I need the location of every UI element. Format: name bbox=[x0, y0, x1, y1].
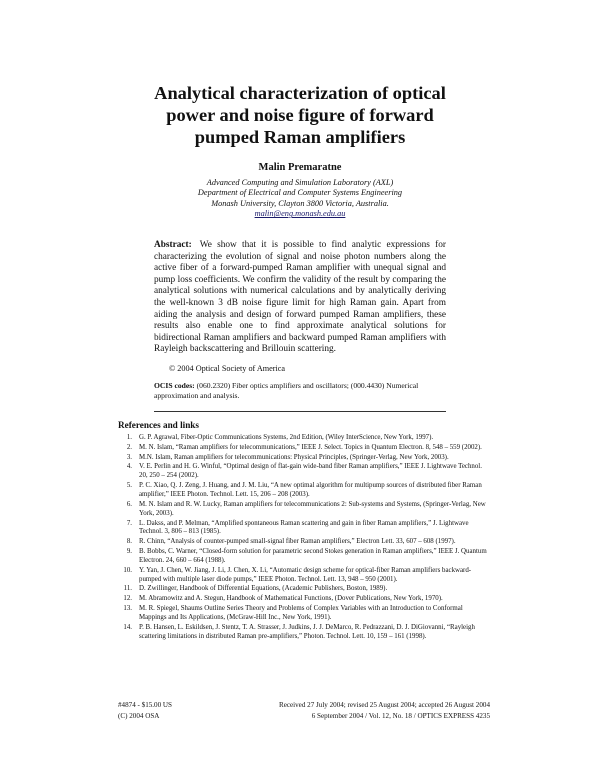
footer-price: #4874 - $15.00 US bbox=[118, 701, 172, 709]
reference-item bbox=[118, 482, 490, 500]
reference-list bbox=[118, 434, 490, 642]
affiliation-line: Department of Electrical and Computer Systems Engineering bbox=[197, 188, 403, 198]
reference-number: 6. bbox=[126, 500, 132, 508]
reference-number: 1. bbox=[126, 434, 132, 441]
reference-item bbox=[118, 454, 490, 463]
abstract-label: Abstract: bbox=[154, 240, 192, 250]
reference-item bbox=[118, 538, 490, 547]
affiliation-line: Advanced Computing and Simulation Laboratory (AXL) bbox=[206, 178, 394, 187]
footer-dates: Received 27 July 2004; revised 25 August 2004; accepted 26 August 2004 bbox=[278, 701, 490, 709]
reference-number: 7. bbox=[126, 519, 132, 527]
ocis-label: OCIS codes: bbox=[154, 381, 195, 390]
reference-number: 9. bbox=[126, 548, 132, 555]
title-line: power and noise figure of forward bbox=[166, 105, 434, 125]
reference-item bbox=[118, 501, 490, 519]
reference-item bbox=[118, 567, 490, 585]
title-line: Analytical characterization of optical bbox=[154, 83, 446, 103]
reference-item bbox=[118, 605, 490, 623]
abstract bbox=[154, 240, 446, 356]
reference-number: 5. bbox=[126, 482, 132, 490]
author-email-link[interactable]: malin@eng.monash.edu.au bbox=[254, 209, 346, 219]
author-name: Malin Premaratne bbox=[258, 162, 342, 173]
reference-number: 4. bbox=[126, 463, 132, 471]
reference-text: D. Zwillinger, Handbook of Differential Equations, (Academic Publishers, Boston, 1989). bbox=[139, 585, 388, 593]
reference-item bbox=[118, 548, 490, 566]
paper-title bbox=[130, 82, 470, 148]
reference-number: 10. bbox=[123, 566, 132, 574]
reference-text: M. Abramowitz and A. Stegun, Handbook of Mathematical Functions, (Dover Publications, New York, 1970). bbox=[139, 595, 443, 603]
title-line: pumped Raman amplifiers bbox=[194, 127, 406, 147]
reference-text: M. N. Islam, “Raman amplifiers for telecommunications,” IEEE J. Select. Topics in Quantum Electron. 8, 548 – 559 (2002). bbox=[139, 443, 482, 451]
reference-number: 2. bbox=[126, 443, 132, 451]
reference-item bbox=[118, 444, 490, 453]
reference-number: 3. bbox=[126, 453, 132, 461]
references-heading: References and links bbox=[118, 420, 199, 430]
reference-text: B. Bobbs, C. Warner, “Closed-form solution for parametric second Stokes generation in Raman amplifiers,” IEEE J. Quantum Electron. 24, 660 – 664 (1988). bbox=[139, 548, 487, 564]
reference-number: 14. bbox=[123, 623, 132, 631]
reference-text: P. B. Hansen, L. Eskildsen, J. Stentz, T. A. Strasser, J. Judkins, J. J. DeMarco, R. Pedrazzani, D. J. DiGiovanni, “Rayleigh scattering limitations in distributed Raman pre-amplifiers,” Photon. Technol. Lett. 10, 159 – 161 (1998). bbox=[139, 623, 475, 640]
reference-number: 8. bbox=[126, 538, 132, 546]
abstract-text: We show that it is possible to find analytic expressions for characterizing the evolution of signal and noise photon numbers along the active fiber of a forward-pumped Raman amplifier with unequal signal and pump loss coefficients. We confirm the validity of the result by comparing the analytical solutions with numerical calculations and by analytically deriving the well-known 3 dB noise figure limit for high Raman gain. Apart from aiding the analysis and design of forward pumped Raman amplifiers, these results also enable one to find approximate analytical solutions for bidirectional Raman amplifiers and backward pumped Raman amplifiers with Rayleigh backscattering and Brillouin scattering. bbox=[154, 240, 446, 355]
copyright-notice: © 2004 Optical Society of America bbox=[169, 364, 286, 373]
reference-text: V. E. Perlin and H. G. Winful, “Optimal design of flat-gain wide-band fiber Raman amplifiers,” IEEE J. Lightwave Technol. 20, 250 – 254 (2002). bbox=[139, 463, 482, 480]
reference-number: 11. bbox=[123, 585, 132, 593]
affiliation bbox=[0, 178, 600, 220]
reference-number: 13. bbox=[123, 605, 132, 612]
footer-copyright: (C) 2004 OSA bbox=[118, 712, 160, 720]
reference-text: M.N. Islam, Raman amplifiers for telecommunications: Physical Principles, (Springer-Verlag, New York, 2003). bbox=[139, 453, 449, 461]
reference-item bbox=[118, 463, 490, 481]
reference-item bbox=[118, 585, 490, 594]
reference-item bbox=[118, 595, 490, 604]
reference-item bbox=[118, 434, 490, 443]
reference-text: G. P. Agrawal, Fiber-Optic Communications Systems, 2nd Edition, (Wiley InterScience, New York, 1997). bbox=[139, 434, 434, 441]
section-divider bbox=[154, 411, 446, 412]
reference-item bbox=[118, 520, 490, 538]
reference-item bbox=[118, 624, 490, 642]
reference-text: M. N. Islam and R. W. Lucky, Raman amplifiers for telecommunications 2: Sub-systems and Systems, (Springer-Verlag, New York, 2003). bbox=[139, 500, 486, 517]
reference-text: P. C. Xiao, Q. J. Zeng, J. Huang, and J. M. Liu, “A new optimal algorithm for multipump sources of distributed fiber Raman amplifier,” IEEE Photon. Technol. Lett. 15, 206 – 208 (2003). bbox=[139, 482, 482, 498]
ocis-codes bbox=[154, 381, 446, 401]
ocis-text: (060.2320) Fiber optics amplifiers and oscillators; (000.4430) Numerical approximation and analysis. bbox=[154, 381, 419, 400]
reference-text: R. Chinn, “Analysis of counter-pumped small-signal fiber Raman amplifiers,” Electron Lett. 33, 607 – 608 (1997). bbox=[139, 538, 456, 546]
footer-citation: 6 September 2004 / Vol. 12, No. 18 / OPTICS EXPRESS 4235 bbox=[311, 712, 490, 720]
reference-text: Y. Yan, J. Chen, W. Jiang, J. Li, J. Chen, X. Li, “Automatic design scheme for optical-fiber Raman amplifiers backward-pumped with multiple laser diode pumps,” IEEE Photon. Technol. Lett. 13, 948 – 950 (2001). bbox=[139, 566, 472, 583]
reference-number: 12. bbox=[123, 595, 132, 603]
reference-text: M. R. Spiegel, Shaums Outline Series Theory and Problems of Complex Variables with an Introduction to Conformal Mappings and Its Applications, (McGraw-Hill Inc., New York, 1991). bbox=[139, 605, 463, 621]
reference-text: L. Dakss, and P. Melman, “Amplified spontaneous Raman scattering and gain in fiber Raman amplifiers,” J. Lightwave Technol. 3, 806 – 813 (1985). bbox=[139, 519, 469, 536]
affiliation-line: Monash University, Clayton 3800 Victoria, Australia. bbox=[211, 198, 389, 208]
